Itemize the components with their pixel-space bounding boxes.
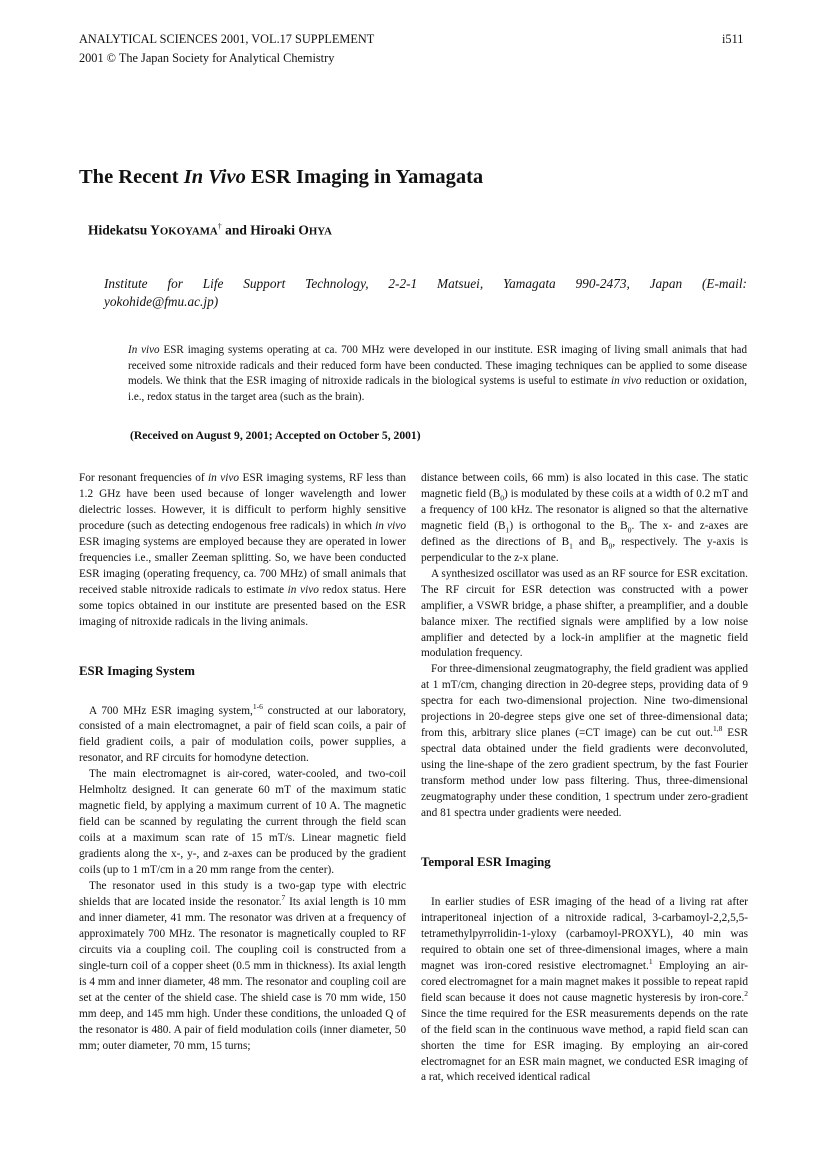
right-column [421, 471, 748, 1086]
text: For resonant frequencies of [79, 472, 209, 484]
text: ESR imaging systems, RF less than 1.2 GHz have been used because of longer wavelength and lower dielectric losses. However, it is difficult to perform highly sensitive procedure (such as detecting endogenous free radicals) in which [79, 472, 406, 532]
affiliation [104, 275, 747, 311]
italic-text: in vivo [208, 472, 240, 484]
paragraph [421, 471, 748, 567]
corresponding-mark: † [217, 222, 222, 231]
text: ) is orthogonal to the B [509, 519, 628, 532]
text: ESR spectral data obtained under the field gradients were deconvoluted, using the line-shape of the zero gradient spectrum, by the fast Fourier transform method under low pass filtering. Thus, three-dimensional zeugmatography under these condition, 1 spectrum under zero-gradient and 81 spectra under gradients were needed. [421, 727, 748, 820]
paragraph: A synthesized oscillator was used as an RF source for ESR excitation. The RF circuit for ESR detection was constructed with a power amplifier, a VSWR bridge, a phase shifter, a preamplifier, and a double balance mixer. The rectified signals were amplified by a low noise amplifier and detected by a lock-in amplifier at the magnetic field modulation frequency. [421, 567, 748, 660]
italic-text: in vivo [375, 519, 406, 532]
paragraph [79, 701, 406, 768]
abstract-text: reduction or oxidation, i.e., redox status in the target area (such as the brain). [128, 375, 747, 403]
text: constructed at our laboratory, consisted of a main electromagnet, a pair of field scan coils, a pair of field gradient coils, a pair of modulation coils, power supplies, a resonator, and RF circuits for homodyne detection. [79, 704, 406, 765]
paragraph [421, 895, 748, 1086]
text: and B [572, 535, 609, 548]
author2-surname: HYA [308, 225, 332, 238]
text: ) is modulated by these coils at a width of 0.2 mT and a frequency of 100 kHz. The resonator is aligned so that the alternative magnetic field (B [421, 487, 748, 532]
author1-given: Hidekatsu [88, 222, 151, 238]
subscript: 1 [505, 525, 510, 535]
abstract-text: ESR imaging systems operating at ca. 700 MHz were developed in our institute. ESR imaging of living small animals that had received some nitroxide radicals and their reduced form have been conducted. These imaging techniques can be applied to some disease models. We think that the ESR imaging of nitroxide radicals in the biological systems is useful to estimate [128, 344, 747, 388]
affiliation-line-1: Institute for Life Support Technology, 2-2-1 Matsuei, Yamagata 990-2473, Japan (E-mail: [104, 276, 747, 291]
journal-header: ANALYTICAL SCIENCES 2001, VOL.17 SUPPLEMENT [79, 32, 375, 46]
copyright-line: 2001 © The Japan Society for Analytical Chemistry [79, 51, 335, 65]
subscript: 1 [569, 541, 573, 551]
text: distance between coils, 66 mm) is also located in this case. The static magnetic field (B [421, 472, 748, 500]
text: Its axial length is 10 mm and inner diameter, 41 mm. The resonator was driven at a frequency of approximately 700 MHz. The resonator is magnetically coupled to RF circuits via a coupling coil. The coupling coil is constructed from a single-turn coil of a copper sheet (0.5 mm in thickness). Its axial length is 4 mm and inner diameter, 48 mm. The resonator and coupling coil are set at the center of the shield case. The shield case is 70 mm wide, 150 mm deep, and 145 mm high. Under these conditions, the unloaded Q of the resonator is 480. A pair of field modulation coils (inner diameter, 50 mm; outer diameter, 70 mm, 15 turns; [79, 895, 406, 1052]
title-italic: In Vivo [183, 166, 246, 188]
citation: 1-6 [252, 701, 263, 711]
paragraph: The main electromagnet is air-cored, water-cooled, and two-coil Helmholtz designed. It can generate 60 mT of the maximum static magnetic field, by applying a maximum current of 10 A. The magnetic field can be scanned by regulating the current through the field scan coils at a maximum scan rate of 15 mT/s. Linear magnetic field gradients along the x-, y-, and z-axes can be produced by the gradient coils (up to 1 mT/cm in a 20 mm range from the center). [79, 768, 406, 877]
affiliation-line-2: yokohide@fmu.ac.jp) [104, 294, 219, 309]
text: redox status. Here some topics obtained in our institute are presented based on the ESR imaging of nitroxide radicals in the living animals. [79, 583, 406, 628]
received-dates: (Received on August 9, 2001; Accepted on October 5, 2001) [130, 429, 421, 442]
text: , respectively. The y-axis is perpendicular to the z-x plane. [421, 535, 748, 564]
author-line [88, 222, 332, 239]
author1-initial: Y [150, 222, 160, 238]
subscript: 0 [608, 541, 613, 551]
text: In earlier studies of ESR imaging of the head of a living rat after intraperitoneal injection of a nitroxide radical, 3-carbamoyl-2,2,5,5-tetramethylpyrrolidin-1-yloxy (carbamoyl-PROXYL), 40 min was required to obtain one set of three-dimensional images, where a main magnet was iron-cored resistive electromagnet. [421, 895, 748, 972]
italic-text: in vivo [287, 583, 319, 596]
page-number: i511 [722, 32, 744, 46]
text: The resonator used in this study is a two-gap type with electric shields that are located inside the resonator. [79, 880, 406, 908]
title-text: The Recent [79, 166, 184, 188]
citation: 1 [648, 957, 653, 967]
subscript: 0 [500, 493, 504, 503]
author1-surname: OKOYAMA [159, 225, 218, 238]
text: . The x- and z-axes are defined as the directions of B [421, 519, 748, 548]
text: A 700 MHz ESR imaging system, [89, 704, 253, 717]
abstract [128, 343, 747, 405]
subscript: 0 [627, 525, 632, 535]
author2-initial: O [298, 222, 309, 238]
paper-title [79, 166, 483, 189]
left-column [79, 471, 406, 1055]
text: Since the time required for the ESR measurements depends on the rate of the field scan in the continuous wave method, a rapid field scan can shorten the time for ESR imaging. By employing an air-cored electromagnet for an ESR main magnet, we conducted ESR imaging of a rat, which received identical radical [421, 1007, 748, 1084]
text: Employing an air-cored electromagnet for a main magnet makes it possible to repeat rapid field scan because it does not cause magnetic hysteresis by iron-core. [421, 959, 748, 1004]
author2-given: and Hiroaki [221, 222, 299, 238]
text: ESR imaging systems are employed because they are operated in lower frequencies i.e., smaller Zeeman splitting. So, we have been conducted ESR imaging (operating frequency, ca. 700 MHz) of small animals that received stable nitroxide radicals to estimate [79, 535, 406, 596]
abstract-italic: in vivo [611, 375, 642, 388]
citation: 7 [281, 893, 286, 903]
intro-paragraph [79, 471, 406, 631]
section-heading-esr-imaging-system: ESR Imaging System [79, 663, 195, 678]
citation: 1,8 [712, 724, 723, 734]
citation: 2 [744, 988, 748, 998]
abstract-italic: In vivo [128, 344, 160, 356]
section-heading-temporal-esr-imaging: Temporal ESR Imaging [421, 854, 551, 869]
paragraph [421, 662, 748, 822]
title-text-end: ESR Imaging in Yamagata [245, 166, 484, 188]
paragraph [79, 879, 406, 1054]
text: For three-dimensional zeugmatography, the field gradient was applied at 1 mT/cm, changing direction in 20-degree steps, providing data of 9 spectra for each two-dimensional projection. Nine two-dimensional projections in 20-degree steps give one set of three-dimensional data; from this, arbitrary slice planes (=CT image) can be cut out. [421, 663, 748, 740]
